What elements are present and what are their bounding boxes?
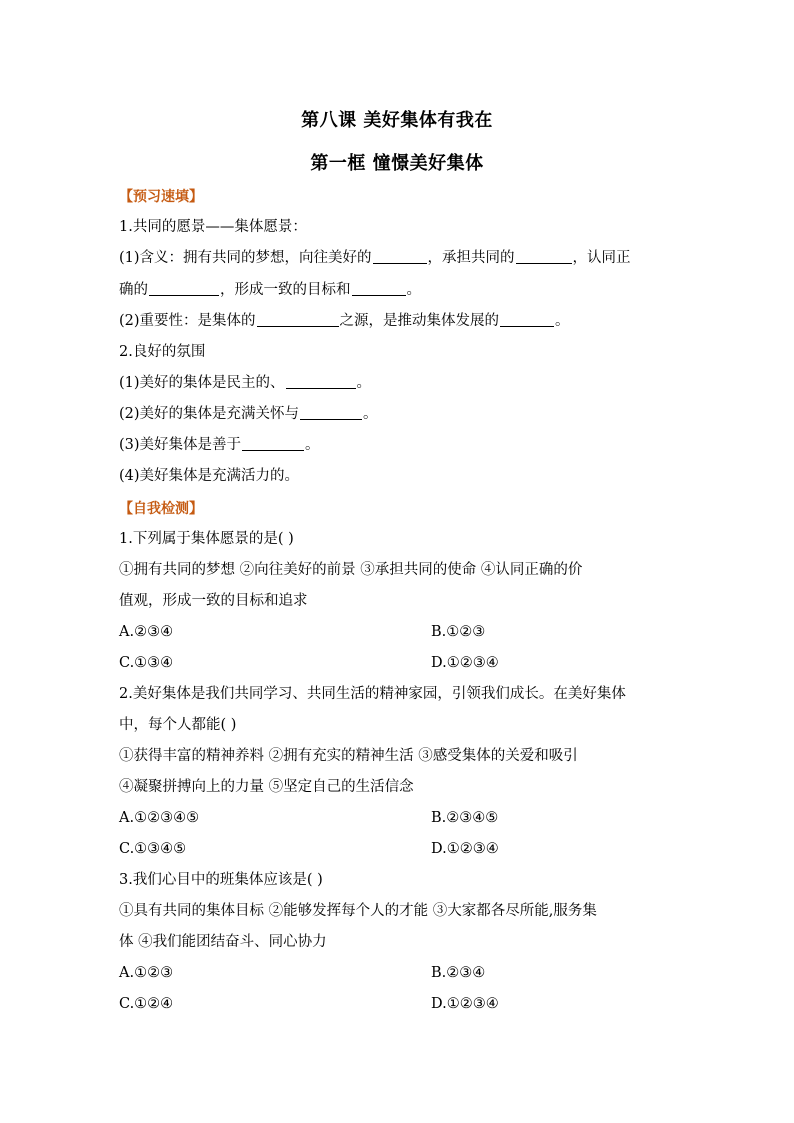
lesson-subtitle: 第一框 憧憬美好集体 xyxy=(310,153,484,174)
fill-blank[interactable] xyxy=(500,311,554,327)
q2-option-a[interactable]: A.①②③④⑤ xyxy=(119,810,200,826)
q3-option-b[interactable]: B.②③④ xyxy=(431,965,486,981)
q1-option-b[interactable]: B.①②③ xyxy=(431,624,486,640)
text-segment: 之源，是推动集体发展的 xyxy=(339,313,500,329)
q2-option-d[interactable]: D.①②③④ xyxy=(431,841,499,857)
fill-blank[interactable] xyxy=(373,248,427,264)
text-segment: 。 xyxy=(406,282,421,298)
text-segment: 。 xyxy=(555,313,570,329)
q1-option-a[interactable]: A.②③④ xyxy=(119,624,174,640)
text-segment: (1)美好的集体是民主的、 xyxy=(119,375,285,391)
text-segment: 。 xyxy=(356,375,372,391)
q3-choices-line2: 体 ④我们能团结奋斗、同心协力 xyxy=(119,934,327,950)
q1-choices-line1: ①拥有共同的梦想 ②向往美好的前景 ③承担共同的使命 ④认同正确的价 xyxy=(119,562,583,578)
fill-blank[interactable] xyxy=(352,280,406,296)
text-segment: ，形成一致的目标和 xyxy=(220,282,351,298)
q2-option-c[interactable]: C.①③④⑤ xyxy=(119,841,187,857)
q3-option-a[interactable]: A.①②③ xyxy=(119,965,174,981)
fill-blank[interactable] xyxy=(516,248,572,264)
text-segment: (2)美好的集体是充满关怀与 xyxy=(119,406,300,422)
q3-option-c[interactable]: C.①②④ xyxy=(119,996,174,1012)
preview-item1-meaning-line2 xyxy=(119,280,679,300)
preview-item2-1 xyxy=(119,373,679,393)
q1-stem: 1.下列属于集体愿景的是( ) xyxy=(119,531,294,547)
preview-item1-title: 1.共同的愿景——集体愿景： xyxy=(119,219,307,235)
q2-stem-line2: 中，每个人都能( ) xyxy=(119,717,237,733)
text-segment: (3)美好集体是善于 xyxy=(119,437,242,453)
text-segment: 。 xyxy=(363,406,378,422)
q1-option-c[interactable]: C.①③④ xyxy=(119,655,174,671)
preview-item2-4: (4)美好集体是充满活力的。 xyxy=(119,468,300,484)
q2-choices-line1: ①获得丰富的精神养料 ②拥有充实的精神生活 ③感受集体的关爱和吸引 xyxy=(119,748,578,764)
text-segment: (1)含义：拥有共同的梦想，向往美好的 xyxy=(119,250,372,266)
fill-blank[interactable] xyxy=(149,280,219,296)
preview-item2-2 xyxy=(119,404,679,424)
text-segment: 。 xyxy=(305,437,320,453)
text-segment: (2)重要性：是集体的 xyxy=(119,313,256,329)
fill-blank[interactable] xyxy=(300,404,362,420)
lesson-title: 第八课 美好集体有我在 xyxy=(301,110,493,131)
preview-heading: 【预习速填】 xyxy=(119,189,203,205)
q2-choices-line2: ④凝聚拼搏向上的力量 ⑤坚定自己的生活信念 xyxy=(119,779,414,795)
q3-choices-line1: ①具有共同的集体目标 ②能够发挥每个人的才能 ③大家都各尽所能,服务集 xyxy=(119,903,597,919)
q2-stem-line1: 2.美好集体是我们共同学习、共同生活的精神家园，引领我们成长。在美好集体 xyxy=(119,686,626,702)
text-segment: ，承担共同的 xyxy=(427,250,515,266)
q1-option-d[interactable]: D.①②③④ xyxy=(431,655,499,671)
fill-blank[interactable] xyxy=(242,435,304,451)
check-heading: 【自我检测】 xyxy=(119,501,203,517)
q2-option-b[interactable]: B.②③④⑤ xyxy=(431,810,499,826)
fill-blank[interactable] xyxy=(286,373,356,389)
preview-item1-meaning-line1 xyxy=(119,248,679,268)
preview-item2-title: 2.良好的氛围 xyxy=(119,344,206,360)
text-segment: 确的 xyxy=(119,282,148,298)
preview-item2-3 xyxy=(119,435,679,455)
text-segment: ，认同正 xyxy=(572,250,631,266)
q3-option-d[interactable]: D.①②③④ xyxy=(431,996,499,1012)
q1-choices-line2: 值观，形成一致的目标和追求 xyxy=(119,593,308,609)
preview-item1-importance xyxy=(119,311,679,331)
q3-stem: 3.我们心目中的班集体应该是( ) xyxy=(119,872,323,888)
fill-blank[interactable] xyxy=(257,311,339,327)
